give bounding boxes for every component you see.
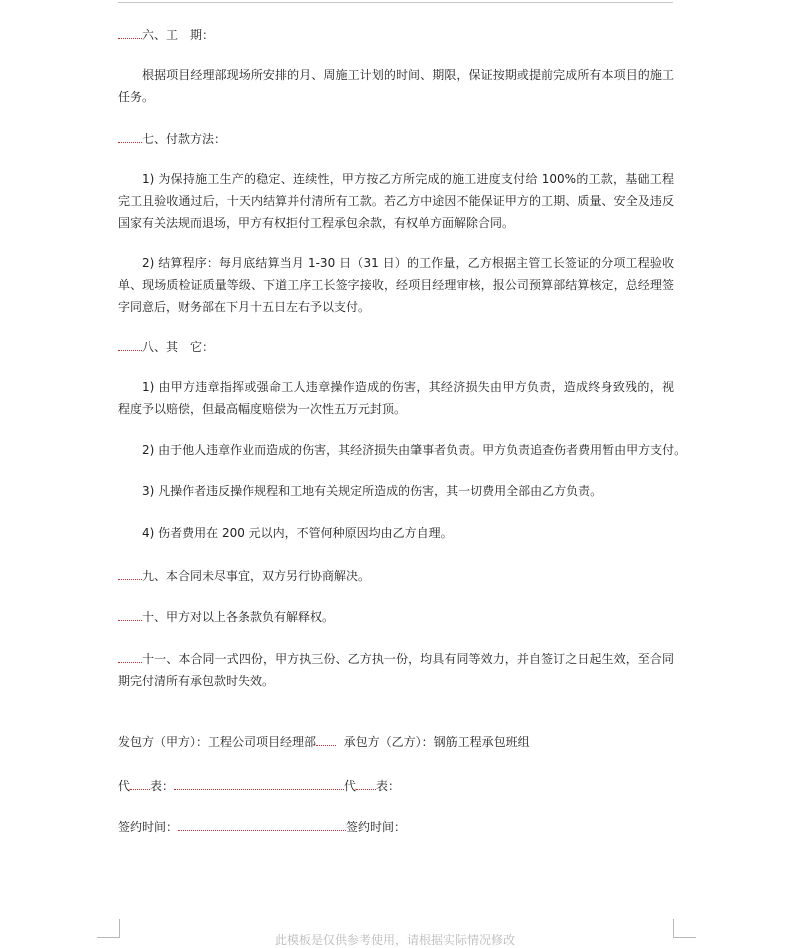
section-6-body: 根据项目经理部现场所安排的月、周施工计划的时间、期限，保证按期或提前完成所有本项目的施工任务。 [118,68,674,104]
section-7-item-2: 2) 结算程序：每月底结算当月 1-30 日（31 日）的工作量，乙方根据主管工长签证的分项工程验收单、现场质检证质量等级、下道工序工长签字接收，经项目经理审核，报公司预算部结算核定，总经理签字同意后，财务部在下月十五日左右予以支付。 [118,256,674,314]
section-8-item-3: 3) 凡操作者违反操作规程和工地有关规定所造成的伤害，其一切费用全部由乙方负责。 [142,484,603,498]
section-7-item-1: 1) 为保持施工生产的稳定、连续性，甲方按乙方所完成的施工进度支付给 100%的工款，基础工程完工且验收通过后，十天内结算并付清所有工款。若乙方中途因不能保证甲方的工期、质量、安全及违反国家有关法规而退场，甲方有权拒付工程承包余款，有权单方面解除合同。 [118,172,674,230]
spellcheck-underline [118,132,142,143]
party-b: 承包方（乙方）：钢筋工程承包班组 [343,735,530,749]
page-footer-text: 此模板是仅供参考使用，请根据实际情况修改 [275,933,516,947]
representative-row: 代 表： 代 表： [118,779,401,793]
spellcheck-underline [356,779,376,790]
signature-parties [118,735,530,749]
spellcheck-underline [118,569,142,580]
section-8-item-1: 1) 由甲方违章指挥或强命工人违章操作造成的伤害，其经济损失由甲方负责，造成终身致残的，视程度予以赔偿，但最高幅度赔偿为一次性五万元封顶。 [118,380,674,416]
spellcheck-underline [316,735,336,746]
section-8-heading: 八、其 它： [118,340,214,354]
spellcheck-underline [118,340,142,351]
section-10: 十、甲方对以上各条款负有解释权。 [118,610,334,624]
section-6-heading: 六、工 期： [118,28,214,42]
section-9: 九、本合同未尽事宜，双方另行协商解决。 [118,569,370,583]
signing-date-blank [178,818,346,831]
spellcheck-underline [118,652,142,663]
section-11: 十一、本合同一式四份，甲方执三份、乙方执一份，均具有同等效力，并自签订之日起生效，至合同期完付清所有承包款时失效。 [118,652,674,688]
spellcheck-underline [118,610,142,621]
page-corner-mark-left [97,919,120,938]
spellcheck-underline [130,779,150,790]
party-a-representative-blank [174,777,344,790]
party-a: 发包方（甲方）：工程公司项目经理部 [118,735,317,749]
section-8-item-4: 4) 伤者费用在 200 元以内，不管何种原因均由乙方自理。 [142,526,453,540]
page-top-border [118,2,673,3]
spellcheck-underline [118,28,142,39]
section-8-item-2: 2) 由于他人违章作业而造成的伤害，其经济损失由肇事者负责。甲方负责追查伤者费用暂由甲方支付。 [142,443,687,457]
page-corner-mark-right [673,919,696,938]
section-7-heading: 七、付款方法： [118,132,226,146]
signing-date-row: 签约时间： 签约时间： [118,820,407,834]
